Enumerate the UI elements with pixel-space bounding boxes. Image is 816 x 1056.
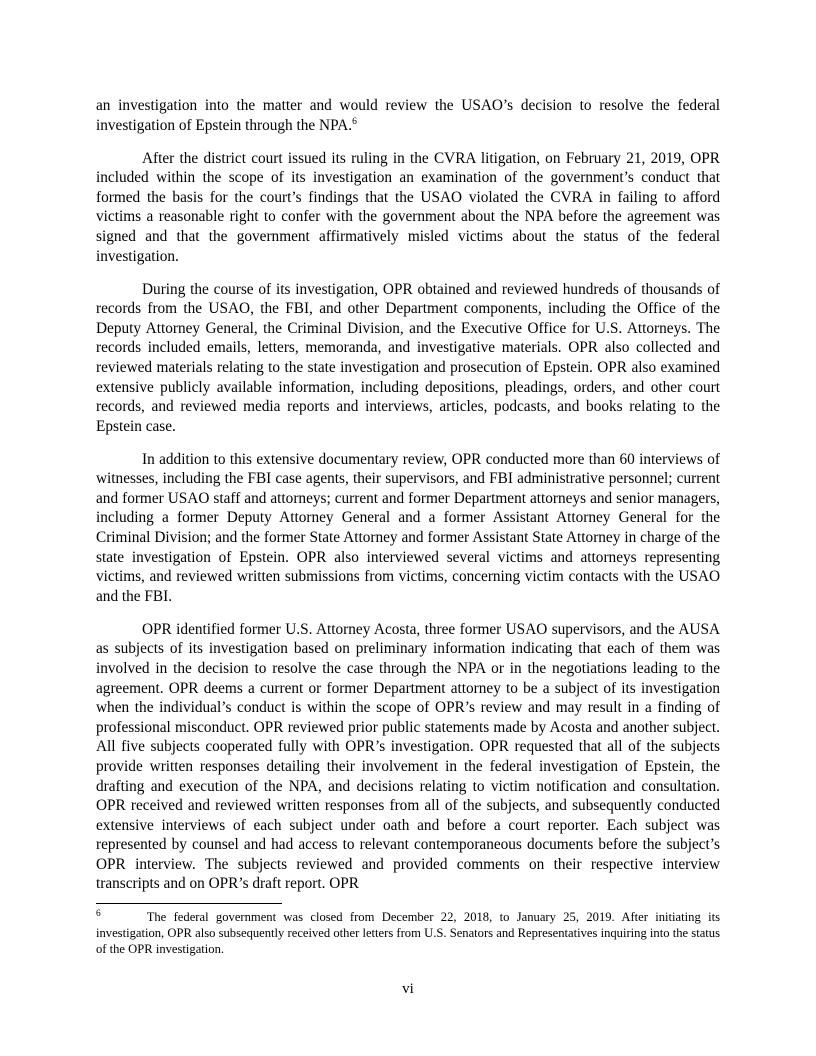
- paragraph: [96, 149, 720, 266]
- paragraph-text: OPR identified former U.S. Attorney Acosta, three former USAO supervisors, and the AUSA as subjects of its investigation based on preliminary information indicating that each of them was involved in the decision to resolve the case through the NPA or in the negotiations leading to the agreement. OPR deems a current or former Department attorney to be a subject of its investigation when the individual’s conduct is within the scope of OPR’s review and may result in a finding of professional misconduct. OPR reviewed prior public statements made by Acosta and another subject. All five subjects cooperated fully with OPR’s investigation. OPR requested that all of the subjects provide written responses detailing their involvement in the federal investigation of Epstein, the drafting and execution of the NPA, and decisions relating to victim notification and consultation. OPR received and reviewed written responses from all of the subjects, and subsequently conducted extensive interviews of each subject under oath and before a court reporter. Each subject was represented by counsel and had access to relevant contemporaneous documents before the subject’s OPR interview. The subjects reviewed and provided comments on their respective interview transcripts and on OPR’s draft report. OPR: [96, 620, 720, 893]
- footnote-separator-rule: [96, 903, 282, 904]
- paragraph-text: After the district court issued its ruling in the CVRA litigation, on February 21, 2019, OPR included within the scope of its investigation an examination of the government’s conduct that formed the basis for the court’s findings that the USAO violated the CVRA in failing to afford victims a reasonable right to confer with the government about the NPA before the agreement was signed and that the government affirmatively misled victims about the status of the federal investigation.: [96, 149, 720, 265]
- paragraph-text: In addition to this extensive documentary review, OPR conducted more than 60 interviews of witnesses, including the FBI case agents, their supervisors, and FBI administrative personnel; current and former USAO staff and attorneys; current and former Department attorneys and senior managers, including a former Deputy Attorney General and a former Assistant Attorney General for the Criminal Division; and the former State Attorney and former Assistant State Attorney in charge of the state investigation of Epstein. OPR also interviewed several victims and attorneys representing victims, and reviewed written submissions from victims, concerning victim contacts with the USAO and the FBI.: [96, 450, 720, 605]
- footnote: [96, 909, 720, 958]
- paragraph-text: During the course of its investigation, OPR obtained and reviewed hundreds of thousands of records from the USAO, the FBI, and other Department components, including the Office of the Deputy Attorney General, the Criminal Division, and the Executive Office for U.S. Attorneys. The records included emails, letters, memoranda, and investigative materials. OPR also collected and reviewed materials relating to the state investigation and prosecution of Epstein. OPR also examined extensive publicly available information, including depositions, pleadings, orders, and other court records, and reviewed media reports and interviews, articles, podcasts, and books relating to the Epstein case.: [96, 280, 720, 435]
- paragraph: [96, 280, 720, 437]
- footnote-reference: 6: [352, 115, 357, 127]
- page-text-body: [96, 96, 720, 894]
- paragraph-text: an investigation into the matter and would review the USAO’s decision to resolve the federal investigation of Epstein through the NPA.: [96, 97, 720, 134]
- footnote-marker: 6: [96, 908, 101, 919]
- footnote-text: The federal government was closed from December 22, 2018, to January 25, 2019. After initiating its investigation, OPR also subsequently received other letters from U.S. Senators and Representatives inquiring into the status of the OPR investigation.: [96, 910, 720, 957]
- paragraph: [96, 620, 720, 894]
- page-number: vi: [402, 981, 414, 997]
- paragraph: [96, 450, 720, 607]
- paragraph: [96, 96, 720, 135]
- footnote-area: [96, 875, 720, 958]
